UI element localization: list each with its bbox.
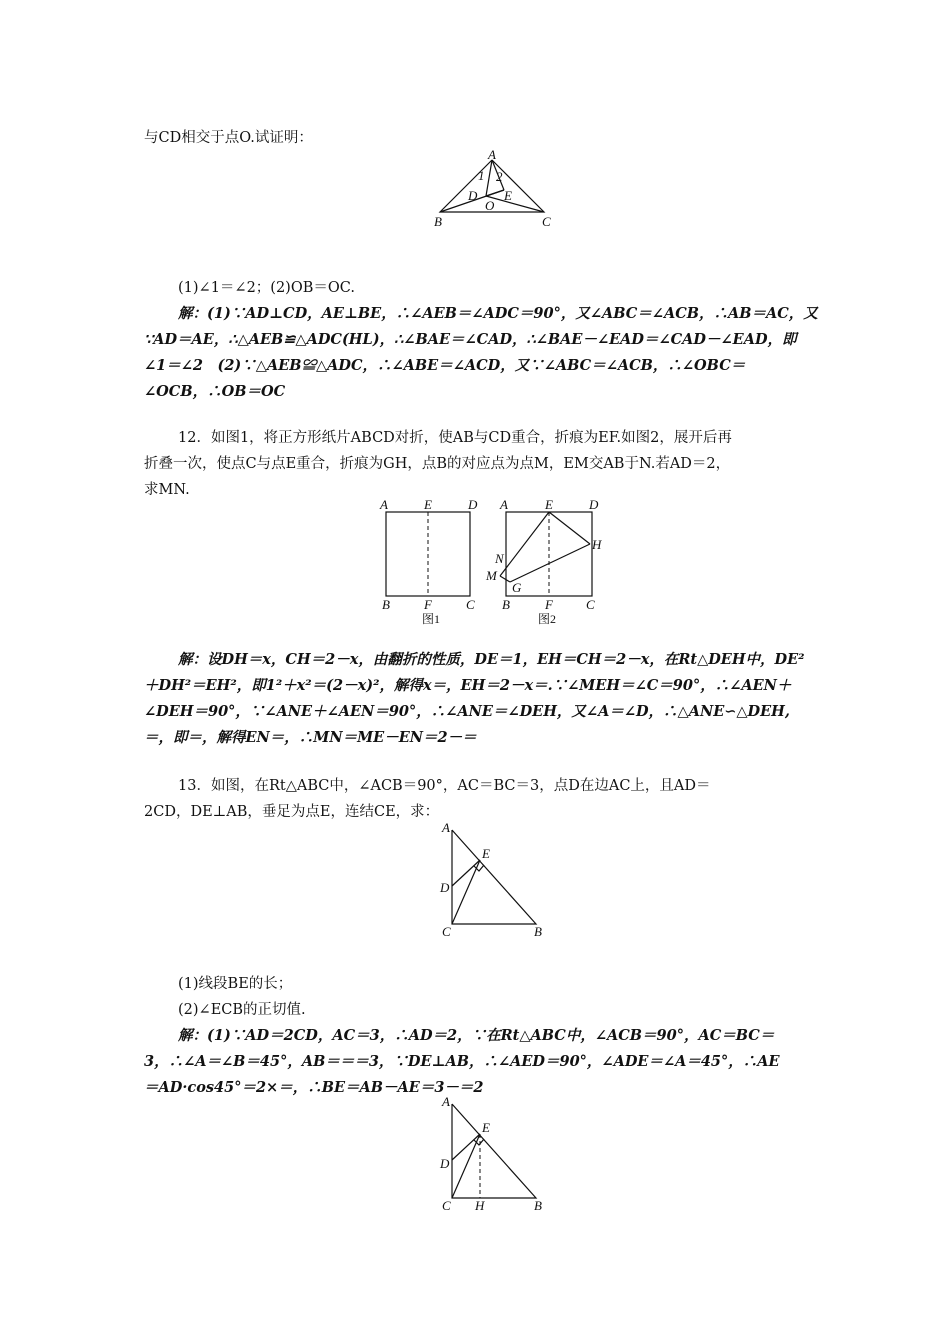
q11-label-o: O [485, 198, 495, 213]
q13-fig2-label-a: A [442, 1094, 450, 1109]
fig2-label-d: D [589, 497, 599, 512]
fig2-label-a: A [500, 497, 508, 512]
q13-solution-figure [436, 1096, 556, 1216]
fig2-label-c: C [586, 597, 595, 612]
fig1-label-a: A [380, 497, 388, 512]
q11-solution-line-1: 解：(1)∵AD⊥CD，AE⊥BE，∴∠AEB＝∠ADC＝90°，又∠ABC＝∠ACB，∴AB＝AC，又 [178, 305, 818, 322]
q12-solution-line-1: 解：设DH＝x，CH＝2－x，由翻折的性质，DE＝1，EH＝CH＝2－x，在Rt△DEH中，DE² [178, 651, 805, 668]
q11-label-d: D [468, 188, 478, 203]
fig2-label-b: B [502, 597, 510, 612]
q11-solution-line-4: ∠OCB，∴OB＝OC [144, 383, 286, 400]
q13-question-line-1: 13．如图，在Rt△ABC中，∠ACB＝90°，AC＝BC＝3，点D在边AC上，且AD＝ [178, 778, 711, 794]
q13-label-c: C [442, 924, 451, 939]
q11-label-1: 1 [478, 168, 485, 183]
q11-label-e: E [504, 188, 512, 203]
fig1-caption: 图1 [422, 612, 441, 626]
q11-solution-line-2: ∵AD＝AE，∴△AEB≌△ADC(HL)，∴∠BAE＝∠CAD，∴∠BAE－∠EAD＝∠CAD－∠EAD，即 [144, 331, 797, 348]
q13-label-a: A [442, 820, 450, 835]
q11-label-a: A [488, 147, 496, 162]
q12-solution-line-2: ＋DH²＝EH²，即1²＋x²＝(2－x)²，解得x＝，EH＝2－x＝.∵∠MEH＝∠C＝90°，∴∠AEN＋ [144, 677, 792, 694]
q11-figure [430, 148, 570, 238]
q11-label-c: C [542, 214, 551, 229]
q12-figure-2 [480, 498, 620, 628]
q11-label-2: 2 [496, 169, 503, 184]
q12-question-line-1: 12．如图1，将正方形纸片ABCD对折，使AB与CD重合，折痕为EF.如图2，展开后再 [178, 430, 732, 446]
q13-fig2-label-h: H [475, 1198, 485, 1213]
q12-solution-line-3: ∠DEH＝90°，∵∠ANE＋∠AEN＝90°，∴∠ANE＝∠DEH，又∠A＝∠D，∴△ANE∽△DEH, [144, 703, 790, 720]
q13-solution-line-2: 3，∴∠A＝∠B＝45°，AB＝＝＝3，∵DE⊥AB，∴∠AED＝90°，∠ADE＝∠A＝45°，∴AE [144, 1053, 780, 1070]
fig2-label-h: H [592, 537, 602, 552]
q13-fig2-label-b: B [534, 1198, 542, 1213]
q13-label-d: D [440, 880, 450, 895]
q13-fig2-label-c: C [442, 1198, 451, 1213]
fig1-label-f: F [424, 597, 432, 612]
q13-part-2: (2)∠ECB的正切值. [178, 1002, 306, 1018]
fig2-label-f: F [545, 597, 553, 612]
q12-question-line-3: 求MN. [144, 482, 190, 498]
q13-label-b: B [534, 924, 542, 939]
q13-question-line-2: 2CD，DE⊥AB，垂足为点E，连结CE，求： [144, 804, 440, 820]
q12-question-line-2: 折叠一次，使点C与点E重合，折痕为GH，点B的对应点为点M，EM交AB于N.若AD＝2， [144, 456, 731, 472]
fig2-label-g: G [512, 580, 522, 595]
q13-fig2-label-e: E [482, 1120, 490, 1135]
fig2-label-n: N [495, 551, 504, 566]
fig2-label-m: M [486, 568, 497, 583]
q11-intro: 与CD相交于点O.试证明： [144, 130, 313, 146]
fig2-label-e: E [545, 497, 553, 512]
q11-parts: (1)∠1＝∠2；(2)OB＝OC. [178, 280, 355, 296]
q13-fig2-label-d: D [440, 1156, 450, 1171]
q13-figure [436, 822, 556, 942]
fig1-label-e: E [424, 497, 432, 512]
fig1-label-c: C [466, 597, 475, 612]
fig2-caption: 图2 [538, 612, 557, 626]
q11-label-b: B [434, 214, 442, 229]
q12-solution-line-4: ＝，即＝，解得EN＝，∴MN＝ME－EN＝2－＝ [144, 729, 477, 746]
q13-solution-line-1: 解：(1)∵AD＝2CD，AC＝3，∴AD＝2，∵在Rt△ABC中，∠ACB＝90°，AC＝BC＝ [178, 1027, 775, 1044]
q11-solution-line-3: ∠1＝∠2 (2)∵△AEB≌△ADC，∴∠ABE＝∠ACD，又∵∠ABC＝∠ACB，∴∠OBC＝ [144, 357, 746, 374]
q13-solution-line-3: ＝AD·cos45°＝2×＝，∴BE＝AB－AE＝3－＝2 [144, 1079, 484, 1096]
q12-figure-1 [378, 498, 488, 628]
q13-part-1: (1)线段BE的长； [178, 976, 293, 992]
fig1-label-b: B [382, 597, 390, 612]
fig1-label-d: D [468, 497, 478, 512]
q13-label-e: E [482, 846, 490, 861]
